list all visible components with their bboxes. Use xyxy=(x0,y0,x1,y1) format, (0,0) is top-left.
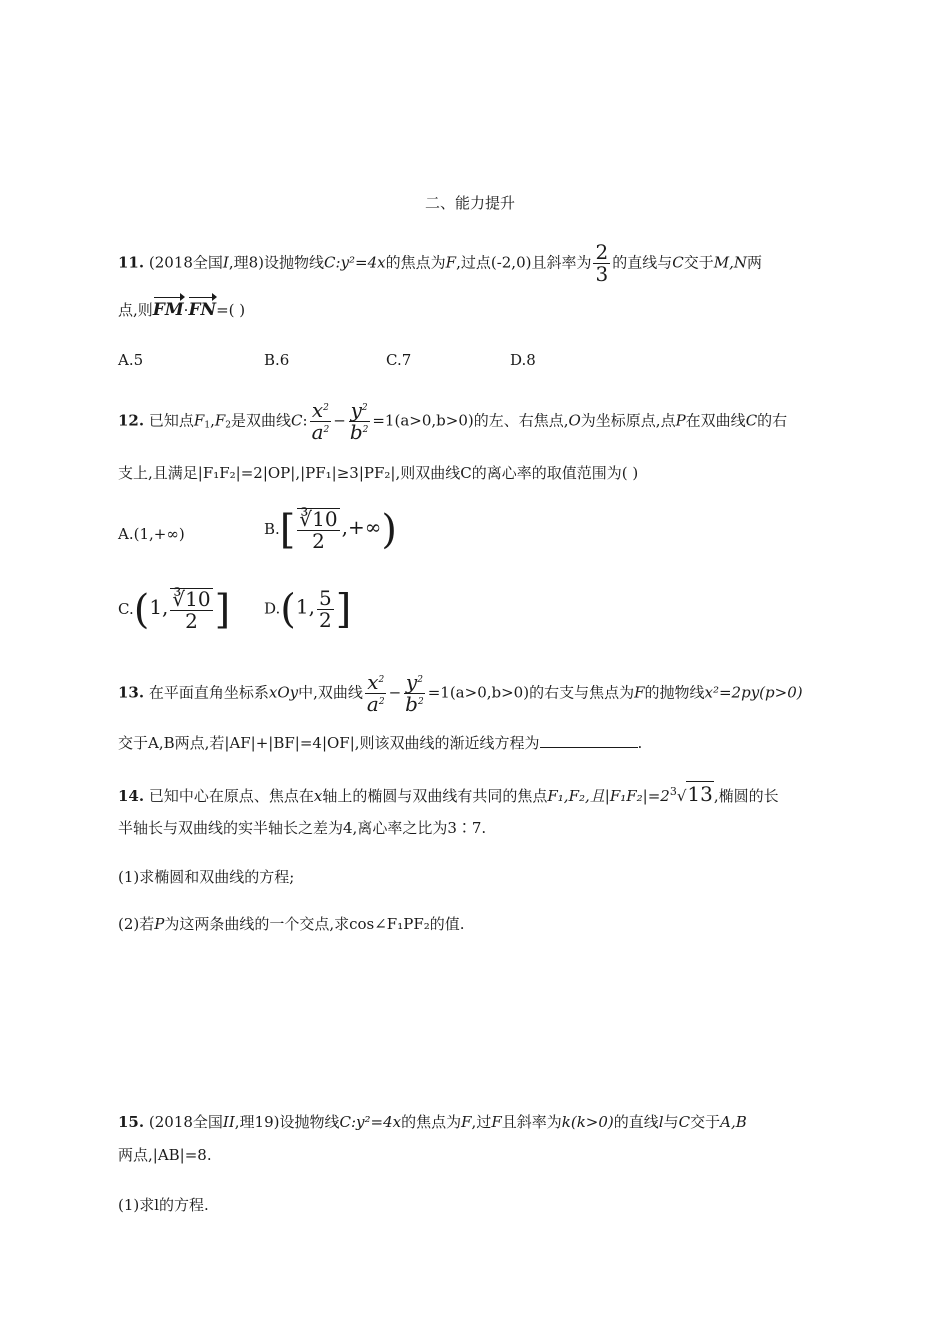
question-13-line-1: 13. 在平面直角坐标系xOy中,双曲线 $\frac{x^2}{a^2}$ − $\frac{y^2}{b^2}$ =1(a>0,b>0)的右支与焦点为F的抛物线x²=2py(p>0) xyxy=(118,670,803,716)
dot-operator: · xyxy=(183,301,189,319)
q11-text: 两 xyxy=(747,253,763,272)
option-tail: ,+∞ xyxy=(341,515,382,539)
q11-text: 点,则 xyxy=(118,301,153,319)
option-fraction xyxy=(170,588,212,632)
q11-text: 交于 xyxy=(683,253,714,272)
q11-focus: F xyxy=(445,253,457,272)
q13-text: 交于A,B两点,若|AF|+|BF|=4|OF|,则该双曲线的渐近线方程为 xyxy=(118,734,540,752)
q12-text: 已知点 xyxy=(148,411,194,430)
option-fraction xyxy=(317,588,334,631)
option-label: C. xyxy=(118,600,134,618)
vector-fn: FN xyxy=(188,300,217,320)
q14-text: ,椭圆的长 xyxy=(713,787,779,805)
fraction-numerator: 2 xyxy=(595,240,609,264)
question-11-line-1 xyxy=(118,242,762,285)
question-13-line-2 xyxy=(118,732,642,753)
q12-text: 是双曲线 xyxy=(231,411,292,430)
q15-text: 与 xyxy=(663,1113,679,1131)
q14-text: 轴上的椭圆与双曲线有共同的焦点 xyxy=(322,787,548,805)
q15-roman: II xyxy=(222,1113,235,1131)
option-lower: 1, xyxy=(149,595,169,619)
fraction-numerator: x xyxy=(311,398,324,422)
q12-text: 为坐标原点,点 xyxy=(580,411,676,430)
question-14-line-2: 半轴长与双曲线的实半轴长之差为4,离心率之比为3∶7. xyxy=(118,819,487,837)
q14-text: 已知中心在原点、焦点在 xyxy=(148,787,314,805)
q12-f2: F xyxy=(214,411,226,430)
fraction-numerator: y xyxy=(405,670,418,694)
question-number: 11. xyxy=(118,253,145,272)
q15-text: ,过 xyxy=(471,1113,492,1131)
q11-equation: :y²=4x xyxy=(335,253,386,272)
q11-text: =( ) xyxy=(216,301,246,319)
slope-fraction xyxy=(593,242,610,285)
q11-curve: C xyxy=(672,253,684,272)
question-15-line-1 xyxy=(118,1111,747,1132)
question-11-line-2 xyxy=(118,299,245,320)
q11-curve: C xyxy=(324,253,336,272)
fraction-numerator: y xyxy=(350,398,362,422)
question-12-line-1: 12. 已知点$F_1,F_2$是双曲线C: $\frac{x^2}{a^2}$ − $\frac{y^2}{b^2}$ =1(a>0,b>0)的左、右焦点,O为坐标原点,点P在双曲线C的右 xyxy=(118,398,788,444)
q12-option-b[interactable]: B.[ $\frac{∛10}{2}$ ,+∞) xyxy=(264,507,397,553)
q11-option-a[interactable]: A.5 xyxy=(118,351,144,369)
q15-focus: F xyxy=(461,1113,472,1131)
question-number: 15. xyxy=(118,1113,145,1131)
y-fraction: $\frac{y^2}{b^2}$ xyxy=(405,670,424,716)
q12-text: 在双曲线 xyxy=(685,411,746,430)
q12-text: 的右 xyxy=(757,411,788,430)
q11-text: (2018全国 xyxy=(148,253,223,272)
option-label: B. xyxy=(264,520,280,538)
fraction-denominator: 2 xyxy=(185,609,198,633)
q15-slope: k(k>0) xyxy=(561,1113,614,1131)
q13-text: =1(a>0,b>0)的右支与焦点为 xyxy=(427,683,635,702)
q12-condition: =1(a>0,b>0)的左、右焦点, xyxy=(372,411,569,430)
option-label: D. xyxy=(264,599,281,618)
fraction-denominator: b xyxy=(405,692,418,716)
question-number: 13. xyxy=(118,683,145,702)
question-number: 12. xyxy=(118,411,145,430)
q11-text: 的焦点为 xyxy=(385,253,446,272)
q11-text: ,理8)设抛物线 xyxy=(228,253,325,272)
q14-text: 为这两条曲线的一个交点,求cos∠F₁PF₂的值. xyxy=(164,915,465,933)
q15-text: 交于 xyxy=(690,1113,721,1131)
q12-point: P xyxy=(675,411,686,430)
q13-xoy: xOy xyxy=(268,683,299,702)
q14-foci: F₁,F₂,且|F₁F₂|=2 xyxy=(547,787,670,805)
x-fraction: $\frac{x^2}{a^2}$ xyxy=(366,670,385,716)
q15-text: 且斜率为 xyxy=(501,1113,562,1131)
q12-origin: O xyxy=(568,411,581,430)
q15-text: 的直线 xyxy=(613,1113,659,1131)
q12-curve: C xyxy=(291,411,303,430)
q11-text: ,过点(-2,0)且斜率为 xyxy=(456,253,592,272)
fraction-denominator: 2 xyxy=(312,529,325,553)
x-fraction: $\frac{x^2}{a^2}$ xyxy=(311,398,330,444)
question-12-line-2: 支上,且满足|F₁F₂|=2|OP|,|PF₁|≥3|PF₂|,则双曲线C的离心率的取值范围为( ) xyxy=(118,464,639,482)
q14-point: P xyxy=(154,915,165,933)
q11-option-c[interactable]: C.7 xyxy=(386,351,412,369)
q14-text: (2)若 xyxy=(118,915,155,933)
q12-colon: : xyxy=(302,411,308,430)
option-lower: 1, xyxy=(295,594,315,619)
question-14-part-2 xyxy=(118,913,465,934)
q15-line: l xyxy=(658,1113,664,1131)
vector-fm: FM xyxy=(152,300,184,320)
q11-roman: I xyxy=(222,253,229,272)
q13-focus: F xyxy=(634,683,645,702)
y-fraction: $\frac{y^2}{b^2}$ xyxy=(349,398,369,444)
fraction-denominator: a xyxy=(366,692,379,716)
question-number: 14. xyxy=(118,787,145,805)
question-14-part-1: (1)求椭圆和双曲线的方程; xyxy=(118,868,295,886)
q15-text: 的焦点为 xyxy=(401,1113,462,1131)
q15-curve: C xyxy=(339,1113,351,1131)
q14-x: x xyxy=(313,787,323,805)
question-15-part-1: (1)求l的方程. xyxy=(118,1196,209,1214)
answer-blank[interactable] xyxy=(540,733,638,748)
fraction-denominator: 3 xyxy=(595,262,609,286)
q13-text: 的抛物线 xyxy=(644,683,705,702)
section-title: 二、能力提升 xyxy=(425,194,516,212)
fraction-denominator: b xyxy=(349,420,363,444)
q12-option-a[interactable]: A.(1,+∞) xyxy=(118,525,185,543)
q15-text: (2018全国 xyxy=(148,1113,223,1131)
q11-option-d[interactable]: D.8 xyxy=(510,351,536,369)
fraction-numerator: ∛10 xyxy=(172,587,211,611)
q12-option-c[interactable]: C.(1, $\frac{∛10}{2}$ ] xyxy=(118,587,231,633)
q15-equation: :y²=4x xyxy=(350,1113,402,1131)
q15-text: ,理19)设抛物线 xyxy=(234,1113,340,1131)
q12-f1: F xyxy=(193,411,205,430)
fraction-numerator: 5 xyxy=(318,586,332,610)
q11-points: M,N xyxy=(713,253,747,272)
q13-parabola: x²=2py(p>0) xyxy=(704,683,803,702)
question-15-line-2: 两点,|AB|=8. xyxy=(118,1146,212,1164)
q13-text: . xyxy=(637,734,643,752)
q13-text: 在平面直角坐标系 xyxy=(148,683,269,702)
q11-text: 的直线与 xyxy=(612,253,673,272)
fraction-denominator: a xyxy=(311,420,324,444)
q13-text: 中,双曲线 xyxy=(298,683,363,702)
q15-focus: F xyxy=(491,1113,502,1131)
question-14-line-1: 14. 已知中心在原点、焦点在x轴上的椭圆与双曲线有共同的焦点F₁,F₂,且$|F_1F_2|=2^3√13$,椭圆的长 xyxy=(118,782,779,806)
fraction-numerator: x xyxy=(367,670,379,694)
q15-curve: C xyxy=(678,1113,691,1131)
radicand: 13 xyxy=(687,782,713,806)
fraction-denominator: 2 xyxy=(318,608,332,632)
q12-option-d[interactable]: D.(1, $\frac{5}{2}$ ] xyxy=(264,586,352,633)
q11-option-b[interactable]: B.6 xyxy=(264,351,290,369)
option-fraction xyxy=(297,508,339,552)
q12-curve: C xyxy=(745,411,758,430)
fraction-numerator: ∛10 xyxy=(299,507,338,531)
q15-points: A,B xyxy=(720,1113,747,1131)
